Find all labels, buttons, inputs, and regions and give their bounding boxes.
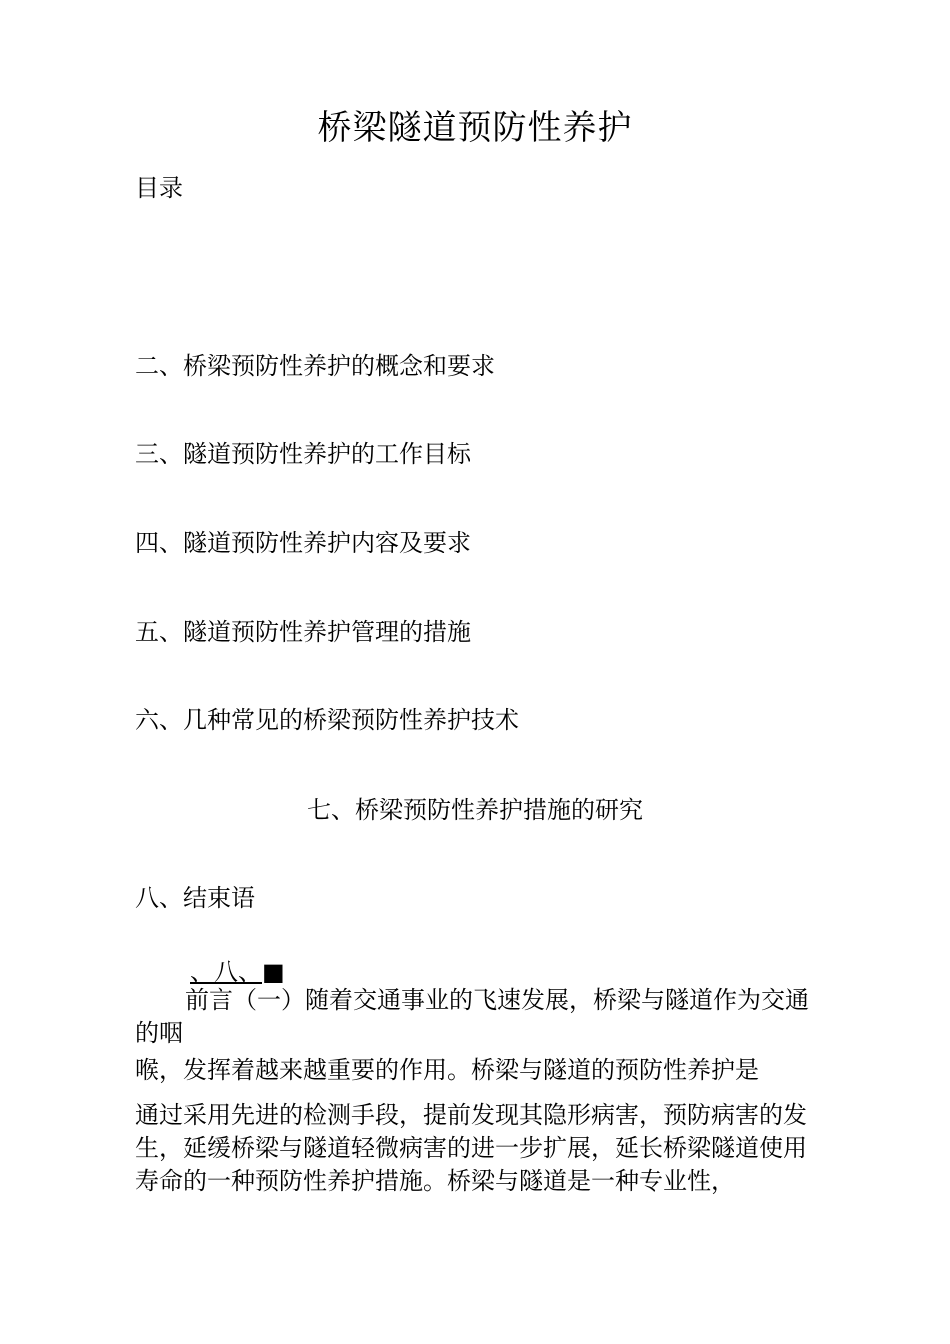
toc-item-3: 三、隧道预防性养护的工作目标 [135,440,471,468]
paragraph-3: 通过采用先进的检测手段，提前发现其隐形病害，预防病害的发生，延缓桥梁与隧道轻微病害的进一步扩展，延长桥梁隧道使用寿命的一种预防性养护措施。桥梁与隧道是一种专业性， [135,1101,807,1195]
marker-text: 、八、 [190,958,262,986]
toc-item-7: 七、桥梁预防性养护措施的研究 [307,796,643,824]
paragraph-intro: 前言（一）随着交通事业的飞速发展，桥梁与隧道作为交通的咽 [135,986,809,1047]
toc-item-2: 二、桥梁预防性养护的概念和要求 [135,352,495,380]
paragraph-2: 喉，发挥着越来越重要的作用。桥梁与隧道的预防性养护是 [135,1056,759,1084]
square-icon: ■ [262,958,285,986]
toc-item-6: 六、几种常见的桥梁预防性养护技术 [135,706,519,734]
toc-item-8: 八、结束语 [135,884,255,912]
toc-item-4: 四、隧道预防性养护内容及要求 [135,529,471,557]
toc-label: 目录 [135,174,183,202]
toc-item-5: 五、隧道预防性养护管理的措施 [135,618,471,646]
section-marker [190,952,285,987]
document-title: 桥梁隧道预防性养护 [317,108,633,148]
